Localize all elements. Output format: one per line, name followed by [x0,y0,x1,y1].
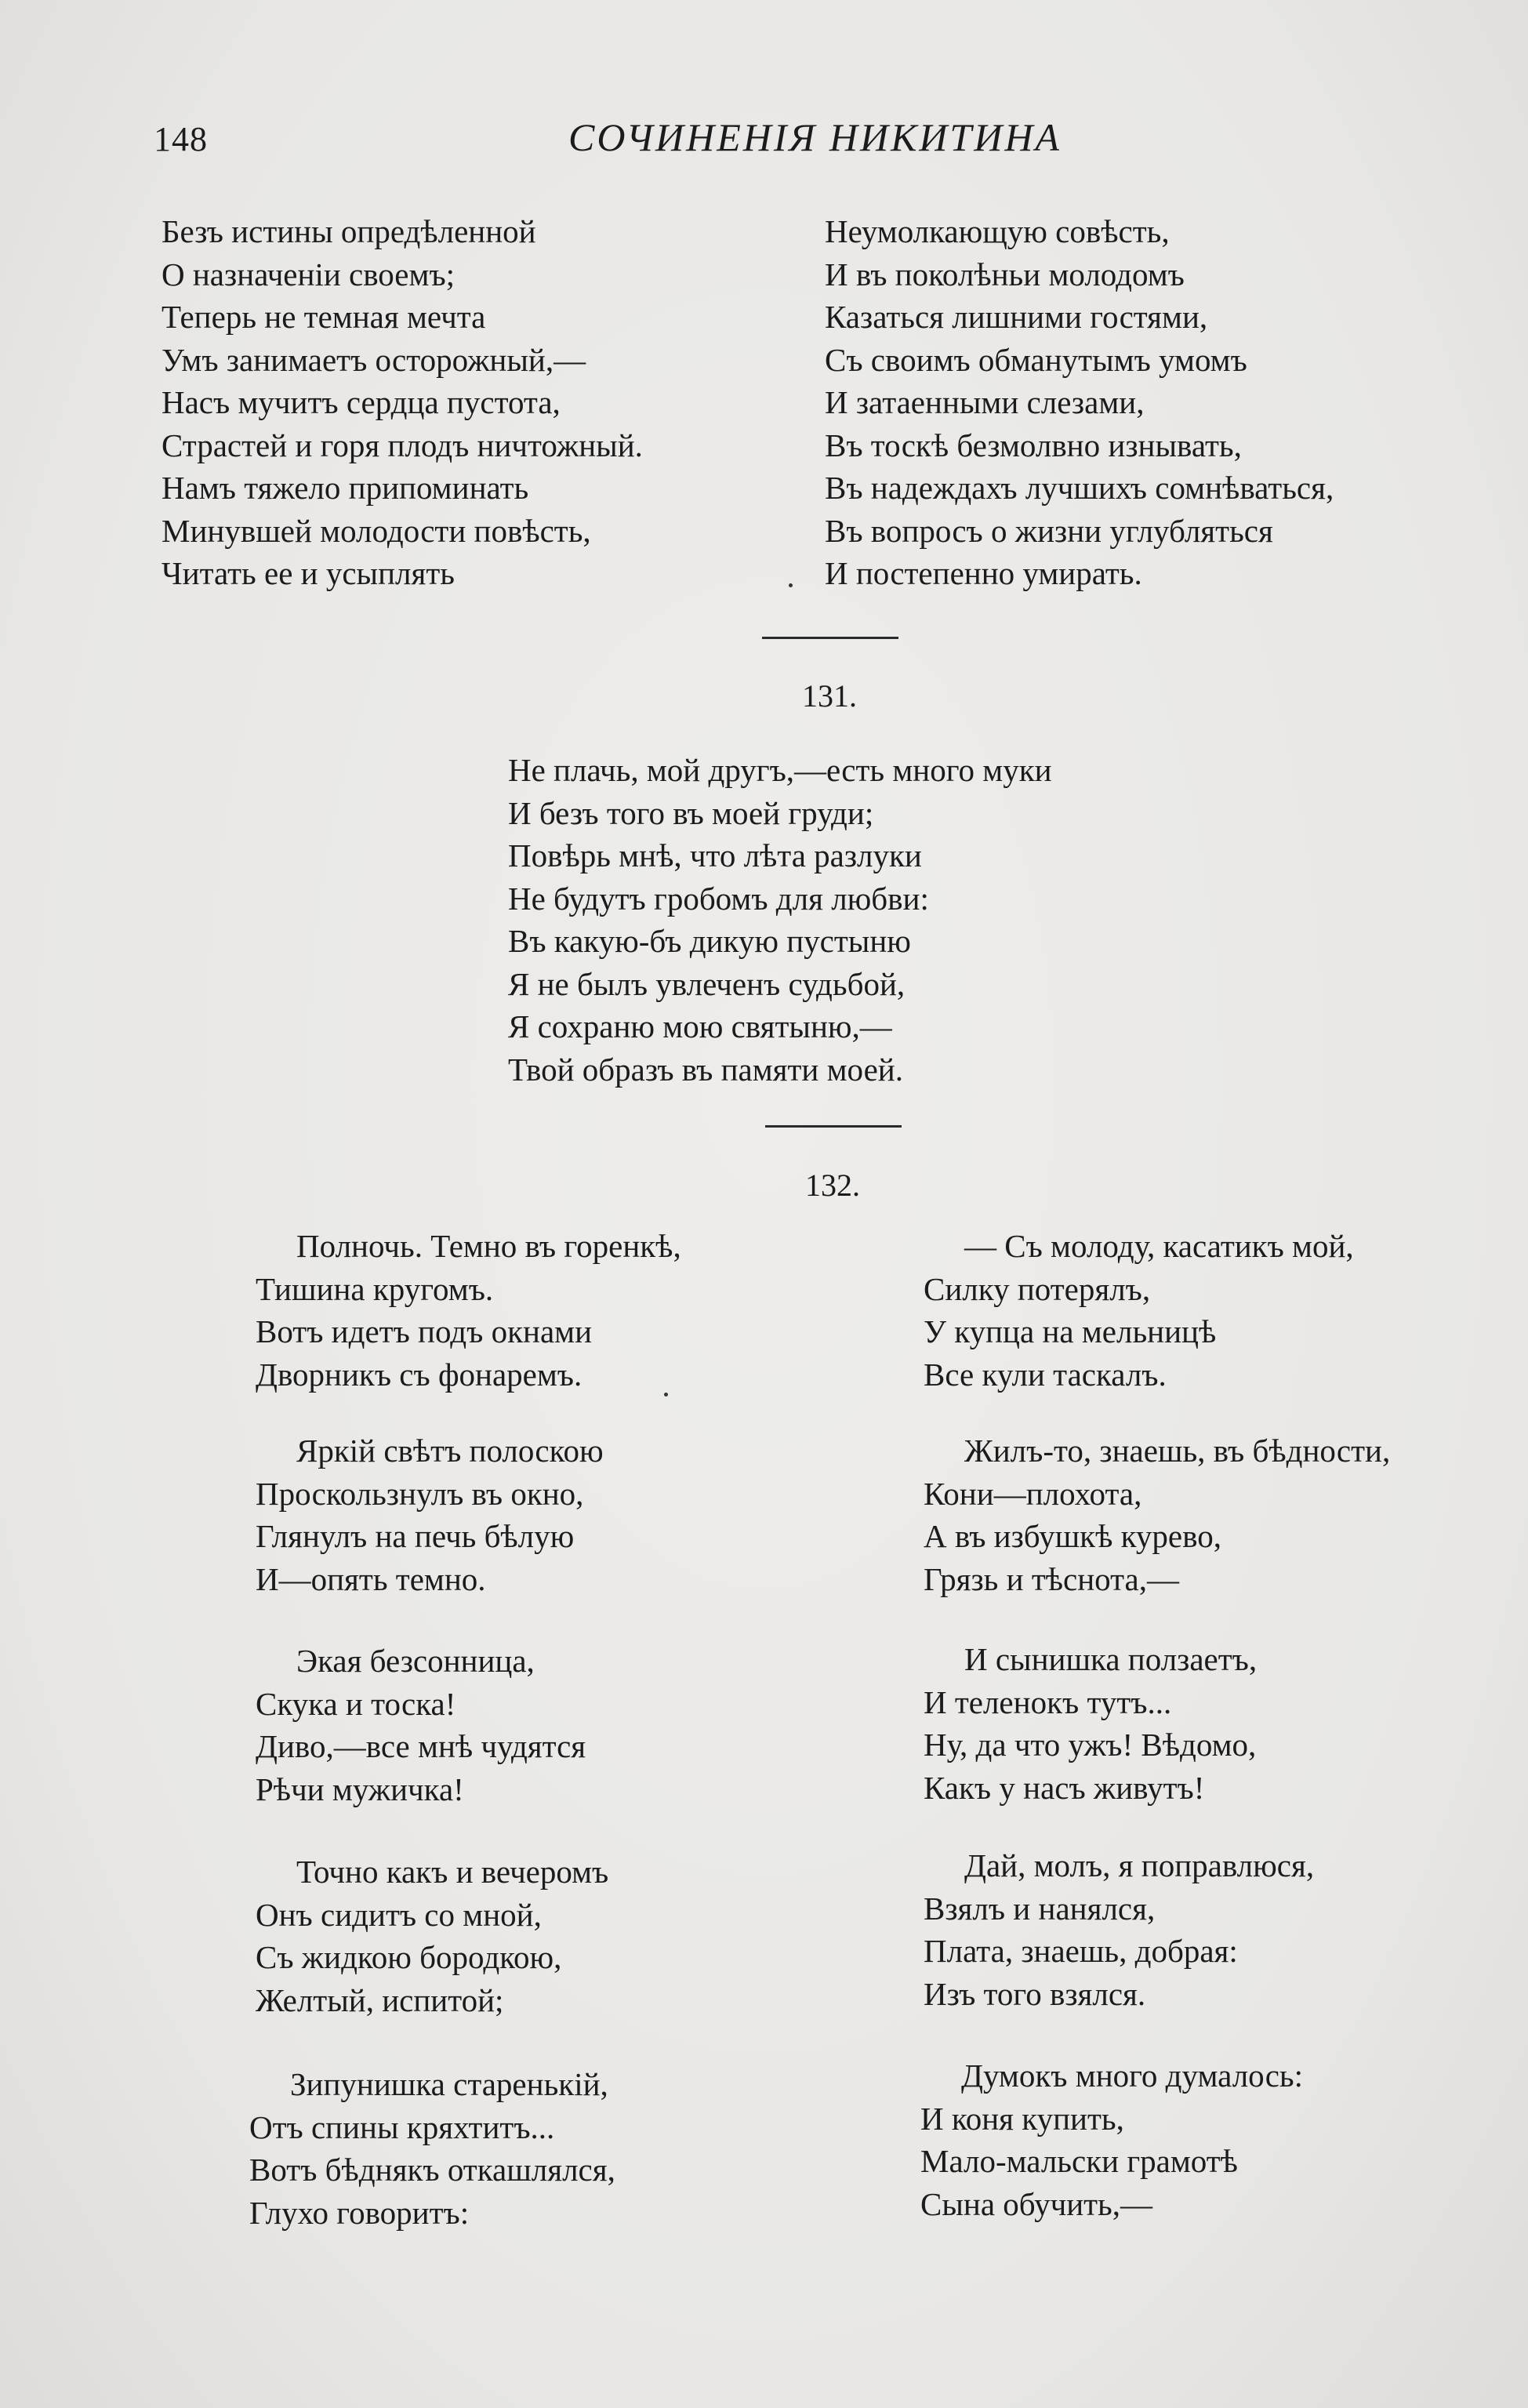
verse-line: Взялъ и нанялся, [924,1890,1156,1927]
poem-number-131: 131. [802,678,857,714]
verse-line: Неумолкающую совѣсть, [825,213,1170,249]
poem-number-132: 132. [805,1168,860,1203]
verse-line: Твой образъ въ памяти моей. [508,1051,903,1088]
running-title: СОЧИНЕНІЯ НИКИТИНА [568,115,1062,159]
verse-line: Въ надеждахъ лучшихъ сомнѣваться, [825,470,1334,506]
verse-line: Въ тоскѣ безмолвно изнывать, [825,427,1242,463]
verse-line: Дворникъ съ фонаремъ. [256,1356,583,1393]
verse-line: У купца на мельницѣ [924,1313,1217,1349]
verse-line: Не плачь, мой другъ,—есть много муки [508,752,1052,788]
verse-line: Жилъ-то, знаешь, въ бѣдности, [964,1433,1391,1469]
verse-line: Сына обучить,— [920,2185,1153,2222]
verse-line: И въ поколѣньи молодомъ [825,256,1185,292]
verse-line: Отъ спины кряхтитъ... [249,2108,555,2145]
poem-132-right-stanza-2 [924,1429,1390,1600]
verse-line: Тишина кругомъ. [256,1270,494,1307]
verse-line: Въ какую-бъ дикую пустыню [508,923,911,959]
verse-line: Желтый, испитой; [256,1981,504,2018]
section-divider [762,637,898,639]
verse-line: Я сохраню мою святыню,— [508,1008,892,1044]
poem-132-left-stanza-3 [256,1640,586,1811]
verse-line: Рѣчи мужичка! [256,1771,464,1807]
verse-line: Зипунишка старенькій, [290,2066,608,2102]
verse-line: Дай, молъ, я поправлюся, [964,1847,1315,1883]
continuation-left-column [162,210,643,595]
verse-line: Полночь. Темно въ горенкѣ, [296,1228,681,1264]
poem-132-right-stanza-3 [924,1638,1257,1809]
verse-line: Грязь и тѣснота,— [924,1560,1179,1597]
verse-line: Точно какъ и вечеромъ [296,1854,609,1890]
poem-132-left-stanza-5 [249,2063,615,2234]
print-speck [664,1393,668,1396]
verse-line: Кони—плохота, [924,1475,1142,1512]
poem-132-left-stanza-1 [256,1225,681,1396]
verse-line: Мало-мальски грамотѣ [920,2143,1238,2179]
verse-line: И постепенно умирать. [825,555,1142,591]
verse-line: Онъ сидитъ со мной, [256,1896,542,1933]
verse-line: Силку потерялъ, [924,1270,1151,1307]
verse-line: Страстей и горя плодъ ничтожный. [162,427,643,463]
continuation-right-column [825,210,1334,595]
verse-line: Я не былъ увлеченъ судьбой, [508,965,906,1002]
poem-131-stanza [508,749,1052,1091]
verse-line: Глянулъ на печь бѣлую [256,1518,575,1554]
verse-line: Съ своимъ обманутымъ умомъ [825,341,1247,378]
poem-132-right-stanza-5 [920,2054,1303,2225]
verse-line: Вотъ идетъ подъ окнами [256,1313,593,1349]
poem-132-right-stanza-4 [924,1844,1314,2015]
verse-line: Вотъ бѣднякъ откашлялся, [249,2152,615,2188]
verse-line: И теленокъ тутъ... [924,1683,1172,1720]
poem-132-right-stanza-1 [924,1225,1354,1396]
verse-line: И сынишка ползаетъ, [964,1641,1258,1677]
verse-line: Повѣрь мнѣ, что лѣта разлуки [508,837,922,873]
verse-line: Какъ у насъ живутъ! [924,1769,1205,1806]
verse-line: Все кули таскалъ. [924,1356,1167,1393]
verse-line: Безъ истины опредѣленной [162,213,536,249]
verse-line: Диво,—все мнѣ чудятся [256,1728,586,1764]
verse-line: Умъ занимаетъ осторожный,— [162,341,586,378]
verse-line: Скука и тоска! [256,1685,456,1722]
verse-line: Экая безсонница, [296,1643,535,1679]
verse-line: Казаться лишними гостями, [825,299,1208,335]
verse-line: Думокъ много думалось: [961,2058,1303,2094]
verse-line: Яркій свѣтъ полоскою [296,1433,604,1469]
poem-132-left-stanza-4 [256,1850,608,2021]
verse-line: Минувшей молодости повѣсть, [162,512,591,549]
verse-line: О назначеніи своемъ; [162,256,455,292]
page-number: 148 [154,120,208,158]
verse-line: Не будутъ гробомъ для любви: [508,880,929,917]
verse-line: И—опять темно. [256,1560,486,1597]
verse-line: Плата, знаешь, добрая: [924,1933,1238,1969]
verse-line: И коня купить, [920,2100,1124,2137]
verse-line: И безъ того въ моей груди; [508,794,874,831]
print-speck [789,583,793,587]
verse-line: Глухо говоритъ: [249,2194,470,2231]
poem-132-left-stanza-2 [256,1429,604,1600]
verse-line: Съ жидкою бородкою, [256,1939,562,1975]
verse-line: Изъ того взялся. [924,1975,1146,2012]
verse-line: Насъ мучитъ сердца пустота, [162,384,561,420]
verse-line: И затаенными слезами, [825,384,1145,420]
verse-line: Ну, да что ужъ! Вѣдомо, [924,1727,1257,1763]
verse-line: Читать ее и усыплять [162,555,455,591]
verse-line: А въ избушкѣ курево, [924,1518,1221,1554]
verse-line: — Съ молоду, касатикъ мой, [964,1228,1354,1264]
verse-line: Проскользнулъ въ окно, [256,1475,584,1512]
verse-line: Намъ тяжело припоминать [162,470,529,506]
verse-line: Теперь не темная мечта [162,299,486,335]
verse-line: Въ вопросъ о жизни углубляться [825,512,1273,549]
section-divider [765,1125,902,1128]
